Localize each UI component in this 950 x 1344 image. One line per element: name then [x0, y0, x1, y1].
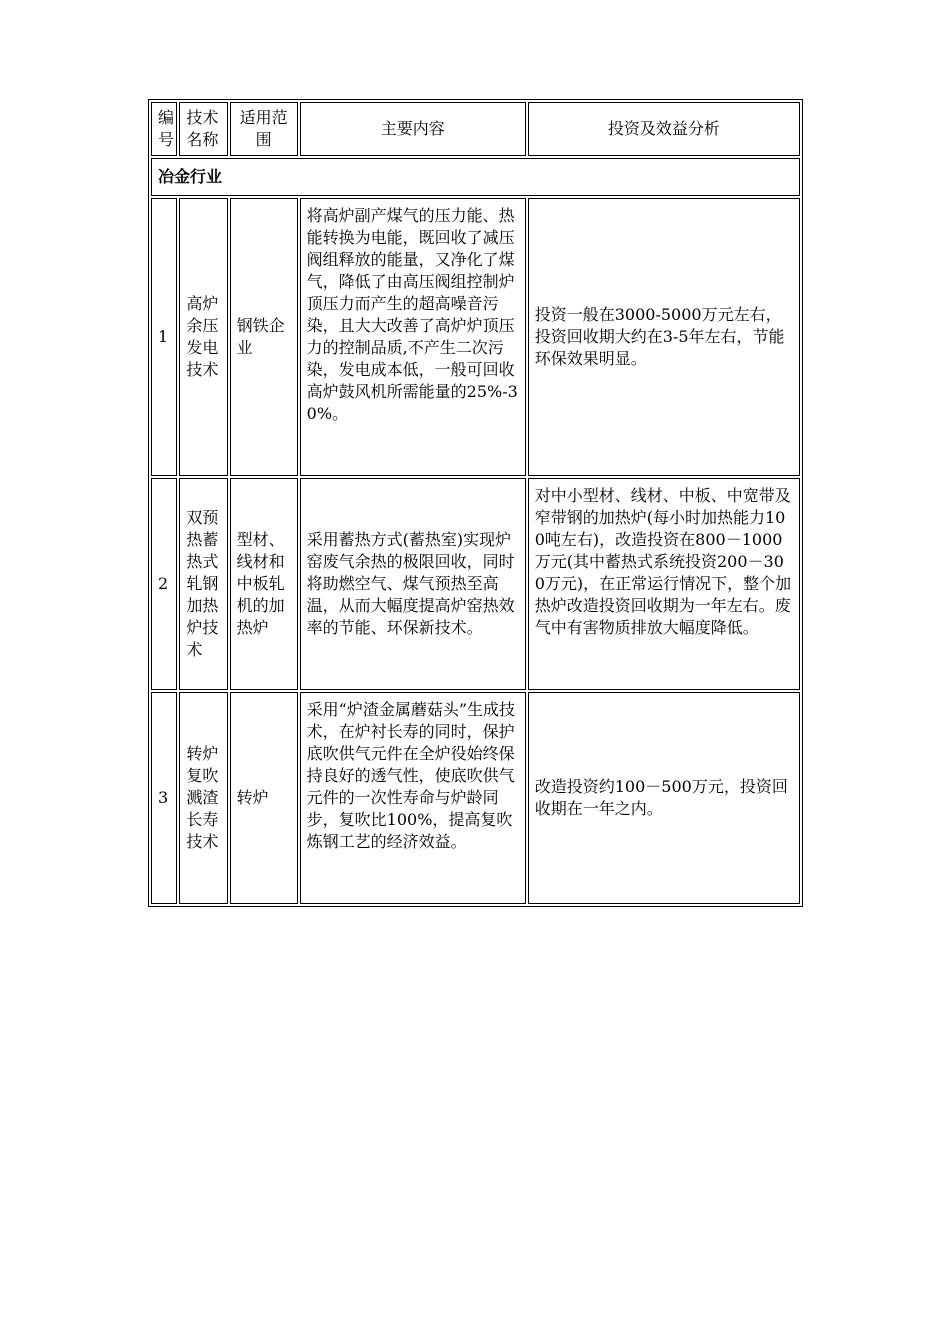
- header-invest: 投资及效益分析: [528, 102, 800, 156]
- table-row: [151, 478, 800, 690]
- row-content: 采用蓄热方式(蓄热室)实现炉窑废气余热的极限回收，同时将助燃空气、煤气预热至高温，从而大幅度提高炉窑热效率的节能、环保新技术。: [300, 478, 526, 690]
- row-no: 3: [151, 692, 177, 904]
- row-scope: 型材、线材和中板轧机的加热炉: [230, 478, 298, 690]
- row-invest: 对中小型材、线材、中板、中宽带及窄带钢的加热炉(每小时加热能力100吨左右)，改造投资在800－1000万元(其中蓄热式系统投资200－300万元)，在正常运行情况下，整个加热炉改造投资回收期为一年左右。废气中有害物质排放大幅度降低。: [528, 478, 800, 690]
- section-title: 冶金行业: [151, 158, 800, 196]
- technology-table: [148, 99, 803, 907]
- header-content: 主要内容: [300, 102, 526, 156]
- row-scope: 转炉: [230, 692, 298, 904]
- row-name: 转炉复吹溅渣长寿技术: [179, 692, 227, 904]
- header-name: 技术名称: [179, 102, 227, 156]
- row-no: 2: [151, 478, 177, 690]
- section-row: [151, 158, 800, 196]
- row-invest: 投资一般在3000-5000万元左右，投资回收期大约在3-5年左右，节能环保效果明显。: [528, 198, 800, 476]
- row-content: 采用“炉渣金属蘑菇头”生成技术，在炉衬长寿的同时，保护底吹供气元件在全炉役始终保持良好的透气性，使底吹供气元件的一次性寿命与炉龄同步，复吹比100%，提高复吹炼钢工艺的经济效益。: [300, 692, 526, 904]
- table-row: [151, 198, 800, 476]
- row-content: 将高炉副产煤气的压力能、热能转换为电能，既回收了减压阀组释放的能量，又净化了煤气，降低了由高压阀组控制炉顶压力而产生的超高噪音污染，且大大改善了高炉炉顶压力的控制品质,不产生二次污染，发电成本低，一般可回收高炉鼓风机所需能量的25%-30%。: [300, 198, 526, 476]
- header-row: [151, 102, 800, 156]
- row-name: 双预热蓄热式轧钢加热炉技术: [179, 478, 227, 690]
- row-invest: 改造投资约100－500万元，投资回收期在一年之内。: [528, 692, 800, 904]
- row-no: 1: [151, 198, 177, 476]
- row-name: 高炉余压发电技术: [179, 198, 227, 476]
- table-row: [151, 692, 800, 904]
- header-scope: 适用范围: [230, 102, 298, 156]
- header-no: 编号: [151, 102, 177, 156]
- row-scope: 钢铁企业: [230, 198, 298, 476]
